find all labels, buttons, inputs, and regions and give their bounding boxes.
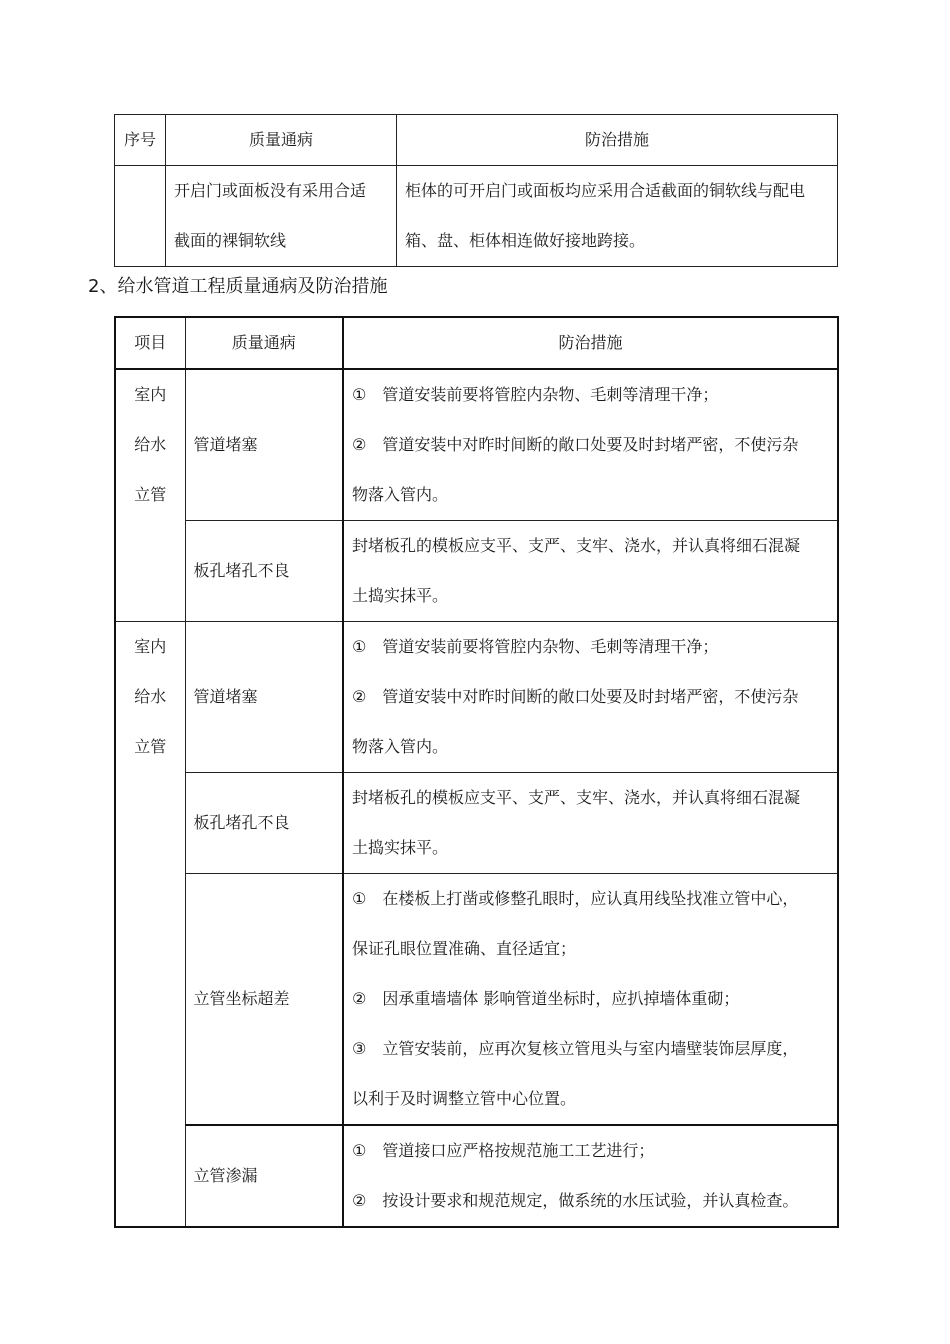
table2-header-row	[115, 317, 838, 369]
measure-line: 土捣实抹平。	[352, 586, 449, 605]
item-line: 给水	[134, 435, 167, 454]
problem-line: 开启门或面板没有采用合适	[174, 181, 367, 200]
measure-line: 封堵板孔的模板应支平、支严、支牢、浇水，并认真将细石混凝	[352, 536, 801, 555]
table-electrical-continued	[114, 114, 838, 267]
table-row	[115, 369, 838, 521]
group1-item	[115, 369, 185, 622]
table1-row-problem	[166, 166, 397, 267]
item-line: 立管	[134, 485, 167, 504]
measure-line: 土捣实抹平。	[352, 838, 449, 857]
table2-header-problem: 质量通病	[185, 317, 343, 369]
measure-cell	[343, 1125, 838, 1227]
measure-cell	[343, 369, 838, 521]
table2-header-measure: 防治措施	[343, 317, 838, 369]
measure-line: ① 在楼板上打凿或修整孔眼时，应认真用线坠找准立管中心，	[352, 889, 799, 908]
measure-cell	[343, 521, 838, 622]
table1-header-row	[115, 115, 838, 166]
table-row	[115, 874, 838, 1126]
measure-line: ③ 立管安装前，应再次复核立管甩头与室内墙壁装饰层厚度，	[352, 1039, 799, 1058]
table1-row-index	[115, 166, 166, 267]
measure-line: ② 因承重墙墙体 影响管道坐标时，应扒掉墙体重砌；	[352, 989, 740, 1008]
table1-header-measure: 防治措施	[397, 115, 838, 166]
measure-cell	[343, 622, 838, 773]
item-line: 给水	[134, 687, 167, 706]
measure-cell	[343, 773, 838, 874]
section-heading: 2、给水管道工程质量通病及防治措施	[88, 276, 388, 297]
measure-line: ② 管道安装中对昨时间断的敞口处要及时封堵严密，不使污杂	[352, 687, 799, 706]
measure-line: ① 管道接口应严格按规范施工工艺进行；	[352, 1141, 655, 1160]
item-line: 室内	[134, 385, 167, 404]
table2-header-item: 项目	[115, 317, 185, 369]
table1-header-index: 序号	[115, 115, 166, 166]
measure-line: 物落入管内。	[352, 485, 449, 504]
measure-line: 封堵板孔的模板应支平、支严、支牢、浇水，并认真将细石混凝	[352, 788, 801, 807]
item-line: 室内	[134, 637, 167, 656]
measure-cell	[343, 874, 838, 1126]
measure-line: ① 管道安装前要将管腔内杂物、毛刺等清理干净；	[352, 637, 719, 656]
measure-line: 以利于及时调整立管中心位置。	[352, 1089, 577, 1108]
table1-row-measure	[397, 166, 838, 267]
measure-line: ① 管道安装前要将管腔内杂物、毛刺等清理干净；	[352, 385, 719, 404]
measure-line: 物落入管内。	[352, 737, 449, 756]
measure-line: ② 管道安装中对昨时间断的敞口处要及时封堵严密，不使污杂	[352, 435, 799, 454]
table-water-supply	[114, 316, 839, 1228]
table-row	[115, 773, 838, 874]
problem-cell: 立管渗漏	[185, 1125, 343, 1227]
problem-cell: 管道堵塞	[185, 622, 343, 773]
table-row	[115, 521, 838, 622]
group2-item	[115, 622, 185, 1228]
item-line: 立管	[134, 737, 167, 756]
problem-line: 截面的裸铜软线	[174, 231, 287, 250]
measure-line: ② 按设计要求和规范规定，做系统的水压试验，并认真检查。	[352, 1191, 799, 1210]
measure-line: 箱、盘、柜体相连做好接地跨接。	[405, 231, 646, 250]
table-row	[115, 166, 838, 267]
table-row	[115, 622, 838, 773]
problem-cell: 管道堵塞	[185, 369, 343, 521]
table-row	[115, 1125, 838, 1227]
problem-cell: 板孔堵孔不良	[185, 521, 343, 622]
measure-line: 柜体的可开启门或面板均应采用合适截面的铜软线与配电	[405, 181, 806, 200]
table1-header-problem: 质量通病	[166, 115, 397, 166]
measure-line: 保证孔眼位置准确、直径适宜；	[352, 939, 577, 958]
problem-cell: 立管坐标超差	[185, 874, 343, 1126]
problem-cell: 板孔堵孔不良	[185, 773, 343, 874]
